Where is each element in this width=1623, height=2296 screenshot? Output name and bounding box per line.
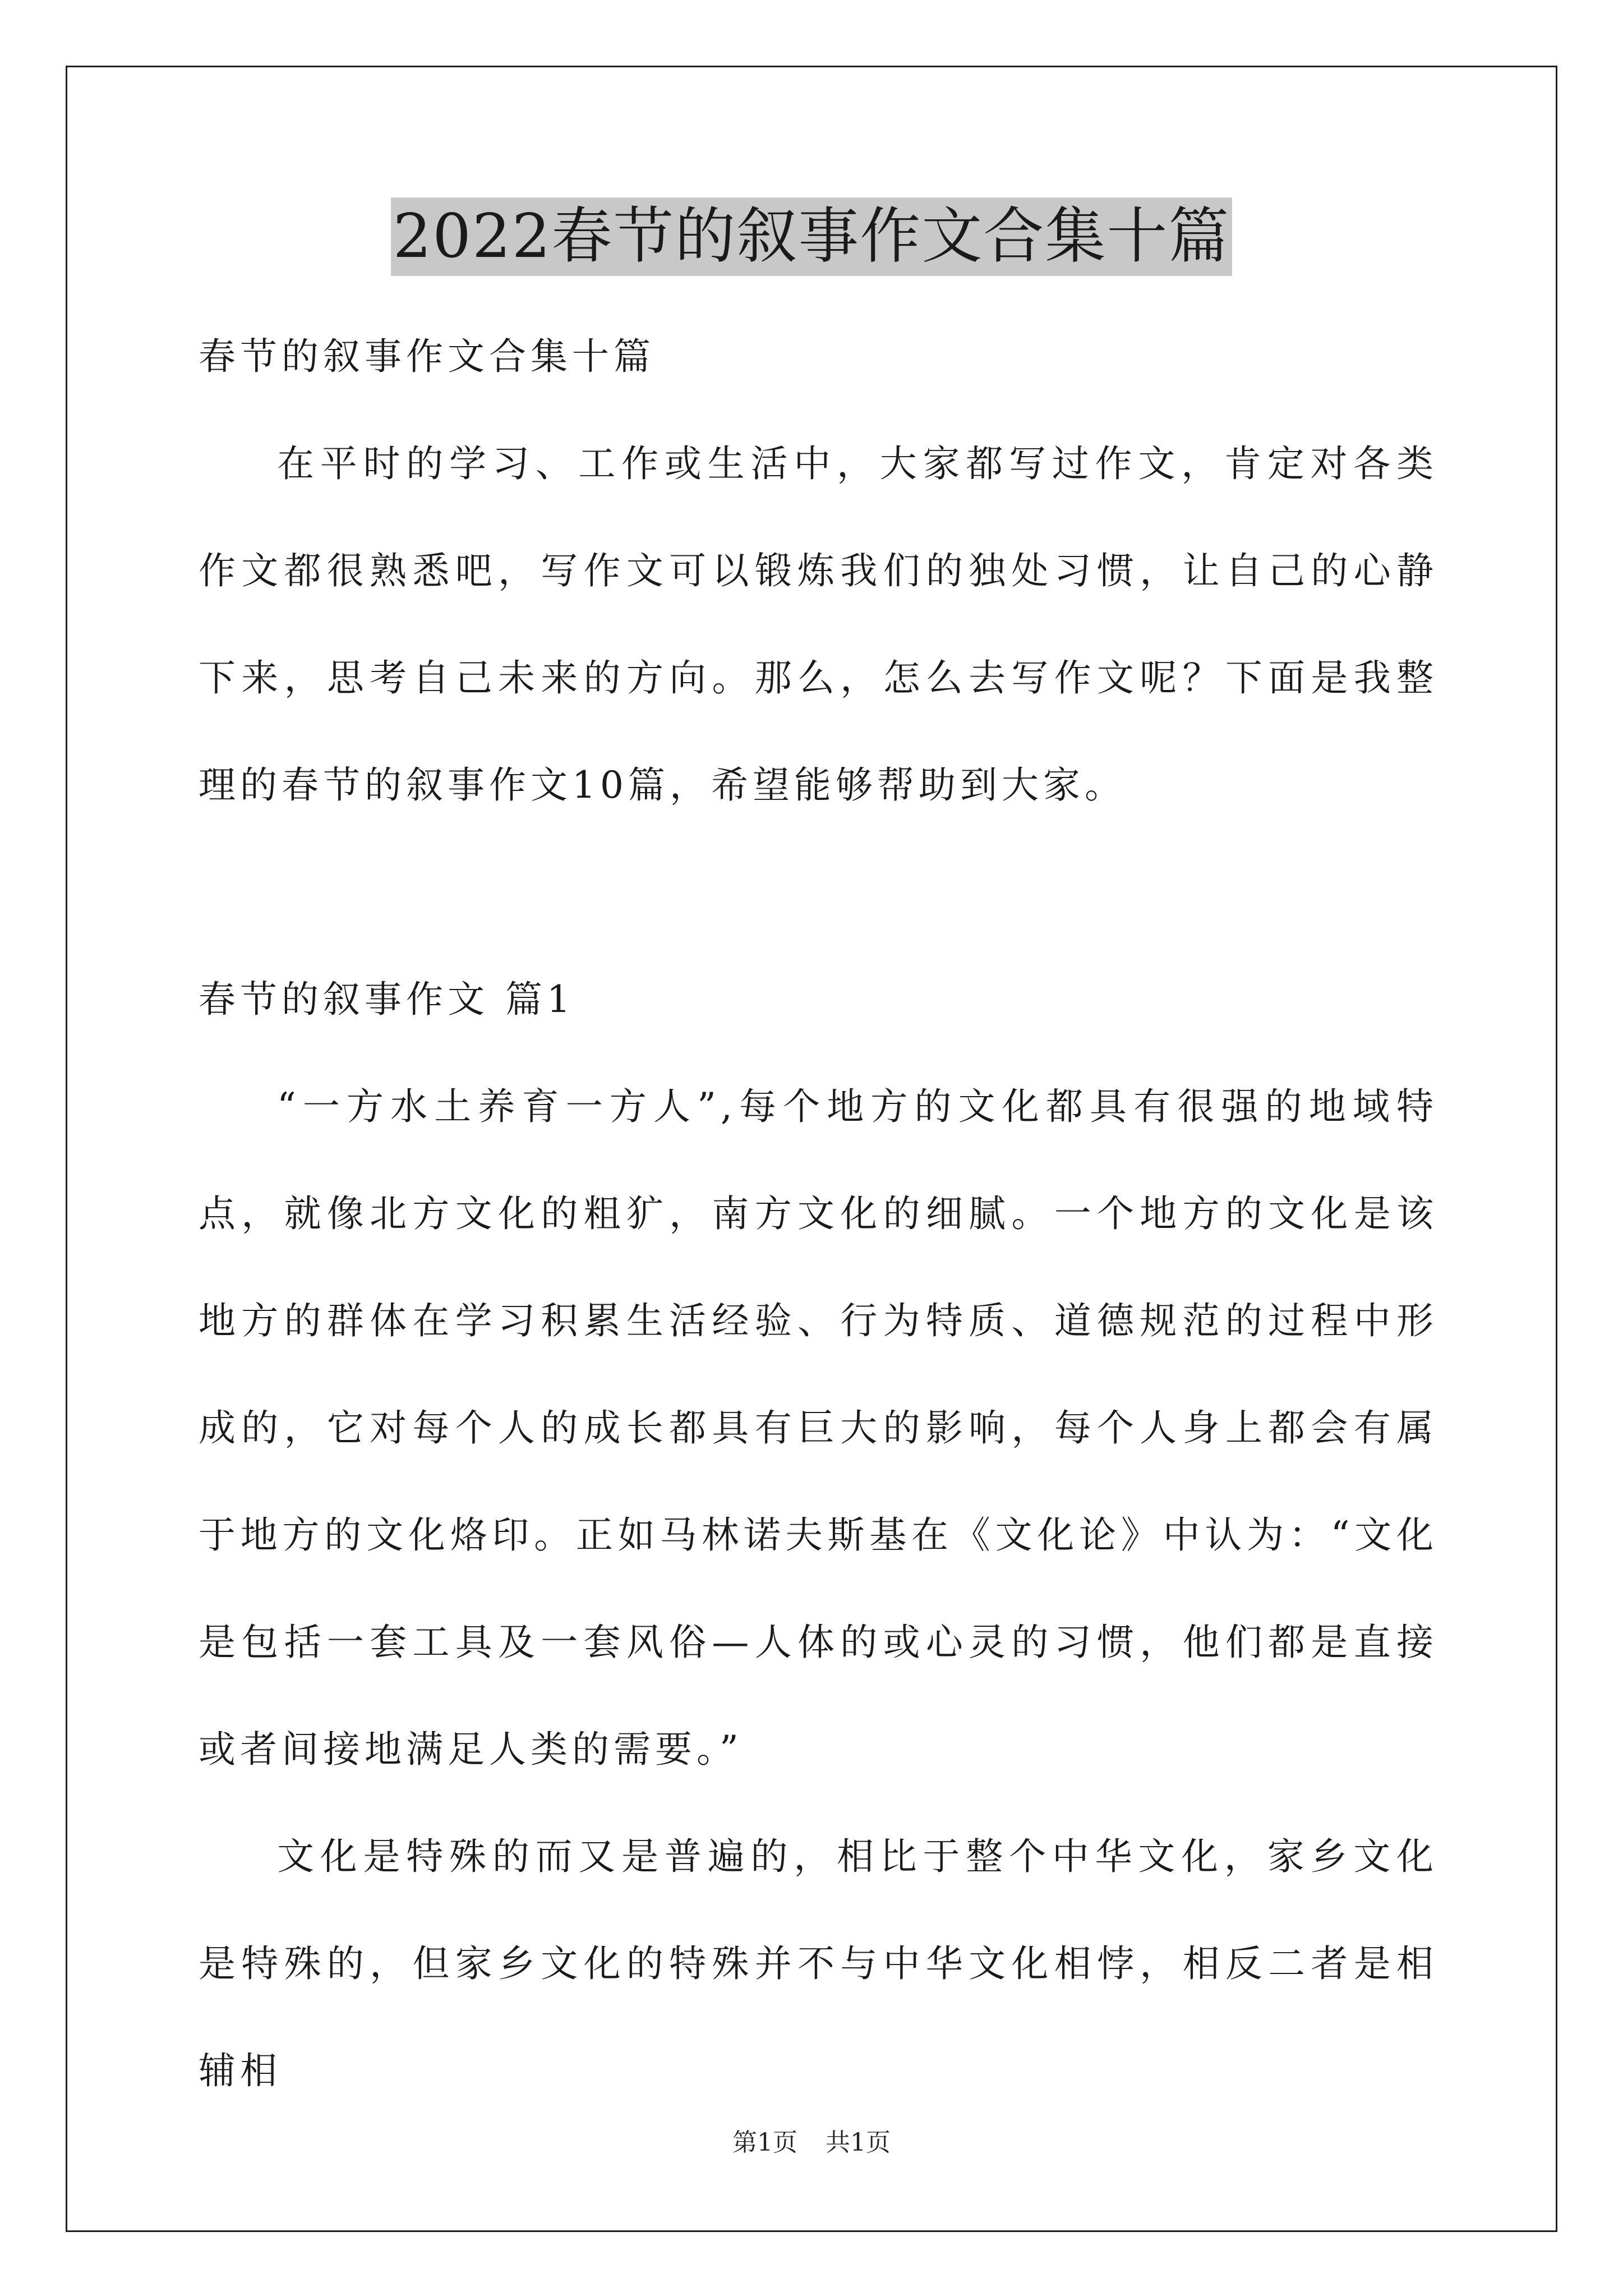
page-footer — [0, 2126, 1623, 2160]
title-container — [0, 197, 1623, 276]
intro-paragraph: 在平时的学习、工作或生活中，大家都写过作文，肯定对各类作文都很熟悉吧，写作文可以锻炼我们的独处习惯，让自己的心静下来，思考自己未来的方向。那么，怎么去写作文呢？下面是我整理的春节的叙事作文10篇，希望能够帮助到大家。 — [199, 442, 1438, 807]
page-number-current: 第1页 — [732, 2128, 797, 2157]
document-subtitle: 春节的叙事作文合集十篇 — [199, 335, 655, 378]
section-1-paragraph-2: 文化是特殊的而又是普遍的，相比于整个中华文化，家乡文化是特殊的，但家乡文化的特殊并不与中华文化相悖，相反二者是相辅相 — [199, 1835, 1438, 2092]
page-number-total: 共1页 — [826, 2128, 891, 2157]
section-heading-1: 春节的叙事作文 篇1 — [199, 978, 575, 1021]
section-1-paragraph-1: “一方水土养育一方人”,每个地方的文化都具有很强的地域特点，就像北方文化的粗犷，南方文化的细腻。一个地方的文化是该地方的群体在学习积累生活经验、行为特质、道德规范的过程中形成的，它对每个人的成长都具有巨大的影响，每个人身上都会有属于地方的文化烙印。正如马林诺夫斯基在《文化论》中认为：“文化是包括一套工具及一套风俗—人体的或心灵的习惯，他们都是直接或者间接地满足人类的需要。” — [199, 1085, 1438, 1771]
paragraph-spacer — [199, 839, 1438, 946]
document-body — [199, 303, 1438, 2124]
document-title: 2022春节的叙事作文合集十篇 — [391, 197, 1233, 276]
